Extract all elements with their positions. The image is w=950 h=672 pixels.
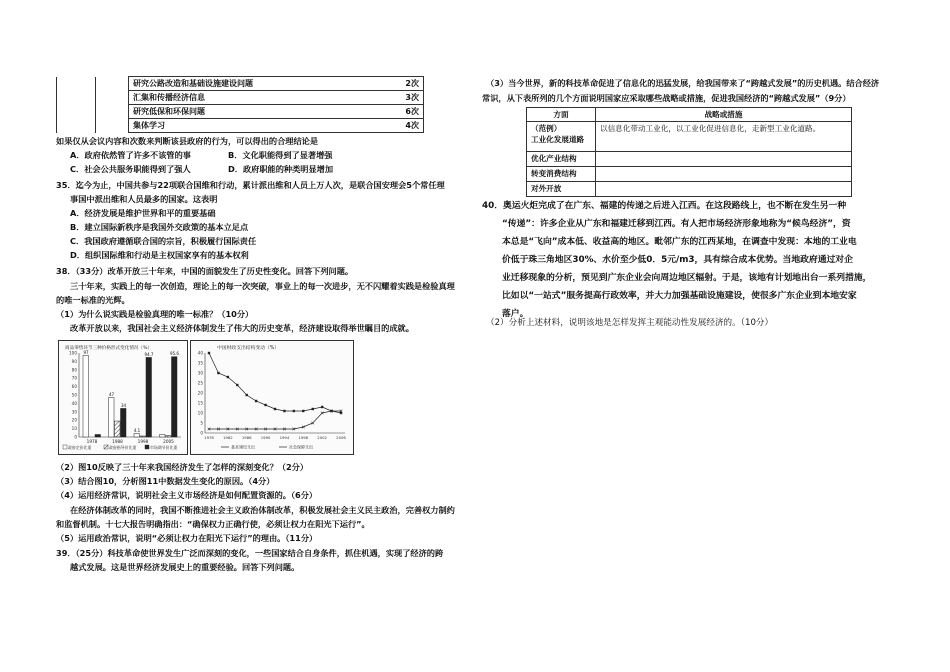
series-point-0 [246,394,248,396]
blank-cell [57,91,96,105]
meeting-table-row [57,77,424,91]
q35-option-c: C．我国政府遵循联合国的宗旨，积极履行国际责任 [70,236,257,246]
blank-cell [96,105,129,119]
q34-option-a: A．政府依然管了许多不该管的事 [70,150,191,160]
meeting-topic: 研究低保和环保问题 [129,105,338,119]
bar-y-tick-label: 80 [71,367,77,373]
meeting-topic: 研究公路改造和基础设施建设问题 [129,77,338,91]
line-x-tick-label: 2002 [317,435,327,440]
series-point-0 [208,352,210,354]
bar-chart-svg [59,341,187,454]
q40-line-1: 40．奥运火炬完成了在广东、福建的传递之后进入江西。在这段路线上，也不断在发生另一种 [482,201,847,211]
q34-option-b: B．文化职能得到了显著增强 [228,150,333,160]
bar-2-3 [172,357,178,437]
bar-0-3 [160,434,166,437]
bar-data-label: 95.6 [170,351,179,357]
row-measure-example: 以信息化带动工业化，以工业化促进信息化，走新型工业化道路。 [596,122,852,152]
line-x-tick-label: 1990 [260,435,271,440]
bar-chart-title: 商品零售环节三种价格形式变化情况（%） [65,346,153,351]
series-point-0 [283,410,285,412]
q40-line-2: “传递”：许多企业从广东和福建迁移到江西。有人把市场经济形象地称为“候鸟经济”，资 [502,219,851,229]
meeting-count: 3次 [337,91,424,105]
q38-para-2: 和监督机制。十七大报告明确指出：“确保权力正确行使，必须让权力在阳光下运行”。 [56,519,370,529]
q40-line-5: 业迁移现象的分析，预见到广东企业会向周边地区辐射。于是，该地有计划地出台一系列措施， [502,273,872,283]
bar-y-tick-label: 30 [71,409,77,415]
bar-0-1 [109,398,115,437]
bar-y-tick-label: 0 [74,434,77,440]
series-point-0 [274,408,276,410]
strategy-table [526,107,852,197]
figure-11-line-chart [190,340,354,455]
bar-legend-swatch [104,445,108,449]
q34-option-d: D．政府职能的种类明显增加 [228,164,334,174]
row-aspect-industry: 优化产业结构 [527,152,596,167]
bar-legend-swatch [63,445,67,449]
q38-sub4: （4）运用经济常识，说明社会主义市场经济是如何配置资源的。（6分） [56,490,318,500]
meeting-count: 2次 [337,77,424,91]
q40-line-7: 落户。 [502,309,529,319]
header-measure: 战略或措施 [596,108,852,122]
blank-cell [57,77,96,91]
bar-legend-label: 政府定价比重 [68,445,92,450]
series-point-0 [293,410,295,412]
q38-sub2: （2）图10反映了三十年来我国经济发生了怎样的深刻变化？（2分） [56,462,309,472]
q35-stem-1: 35．迄今为止，中国共参与22项联合国维和行动，累计派出维和人员上万人次，是联合国安理会5个常任理 [56,180,445,190]
q39-sub3-2: 常识，从下表所列的几个方面说明国家应采取哪些战略或措施，促进我国经济的“跨越式发展”（9分） [482,93,851,103]
bar-y-tick-label: 90 [71,358,77,364]
line-chart-svg [191,341,353,454]
blank-cell [57,105,96,119]
row-aspect-consumption: 转变消费结构 [527,167,596,182]
meeting-topic: 汇集和传播经济信息 [129,91,338,105]
bar-y-tick-label: 10 [71,426,77,432]
bar-y-tick-label: 100 [69,350,77,356]
row-aspect-example-name: 工业化发展道路 [531,135,585,144]
bar-1-2 [140,436,146,437]
line-x-tick-label: 2006 [336,435,346,440]
line-x-tick-label: 1978 [204,435,214,440]
series-line-0 [209,353,341,413]
q38-quote-1: 三十年来，实践上的每一次创造，理论上的每一次突破，事业上的每一次进步，无不闪耀着实践是检验真理 [70,281,455,291]
bar-y-tick-label: 40 [71,400,77,406]
bar-x-tick-label: 1978 [86,439,98,444]
line-legend-label: 基本建设支出 [231,444,255,450]
blank-cell [96,119,129,133]
series-point-0 [321,406,323,408]
bar-1-3 [166,436,172,437]
bar-0-0 [83,356,89,437]
answer-cell-opening[interactable] [596,182,852,197]
series-point-1 [311,422,314,425]
line-legend-label: 社会保障支出 [289,444,313,450]
line-y-tick-label: 5 [200,420,203,426]
series-point-0 [255,400,257,402]
q38-intro: 改革开放以来，我国社会主义经济体制发生了伟大的历史变革，经济建设取得举世瞩目的成就。 [70,323,414,333]
answer-cell-consumption[interactable] [596,167,852,182]
line-y-tick-label: 0 [200,430,203,436]
meeting-count: 4次 [337,119,424,133]
series-point-0 [217,372,219,374]
bar-legend-label: 政府指导价比重 [109,445,137,450]
blank-cell [96,77,129,91]
bar-y-tick-label: 70 [71,375,77,381]
line-y-tick-label: 40 [197,350,203,356]
meeting-table-row [57,105,424,119]
bar-2-0 [95,434,101,437]
bar-2-1 [121,408,127,437]
line-y-tick-label: 20 [197,390,203,396]
bar-x-tick-label: 2005 [163,439,174,444]
answer-cell-industry[interactable] [596,152,852,167]
bar-y-tick-label: 20 [71,417,77,423]
bar-x-tick-label: 1988 [112,439,123,444]
blank-cell [57,119,96,133]
bar-y-tick-label: 50 [71,392,77,398]
line-y-tick-label: 25 [197,380,203,386]
figure-10-bar-chart [58,340,188,455]
bar-data-label: 4.1 [133,428,141,434]
header-aspect: 方面 [527,108,596,122]
q35-option-d: D．组织国际维和行动是主权国家享有的基本权利 [70,250,249,260]
bar-legend-label: 市场调节价比重 [150,445,178,450]
series-point-0 [264,404,266,406]
q38-para-1: 在经济体制改革的同时，我国不断推进社会主义政治体制改革，积极发展社会主义民主政治，完善权力制约 [70,505,455,515]
line-chart-title: 中国财政支出结构变动（%） [217,346,280,351]
bar-1-1 [115,421,121,437]
series-point-0 [227,376,229,378]
q40-line-4: 价低于珠三角地区30%、水价至少低0．5元/m3，具有综合成本优势。当地政府通过对企 [502,255,853,265]
bar-data-label: 47 [108,392,115,398]
q39-stem-2: 越式发展。这是世界经济发展史上的重要经验。回答下列问题。 [70,562,300,572]
q38-quote-2: 的唯一标准的光辉。 [56,295,130,305]
meeting-count: 6次 [337,105,424,119]
q34-stem: 如果仅从会议内容和次数来判断该县政府的行为，可以得出的合理结论是 [56,136,319,146]
q39-stem-1: 39．（25分）科技革命使世界发生广泛而深刻的变化，一些国家结合自身条件，抓住机遇，实现了经济的跨 [56,548,444,558]
series-point-0 [302,410,304,412]
bar-data-label: 34 [120,402,127,408]
q38-title: 38．（33分）改革开放三十年来，中国的面貌发生了历史性变化。回答下列问题。 [56,266,354,276]
bar-2-2 [146,357,152,437]
bar-y-tick-label: 60 [71,384,77,390]
line-x-tick-label: 1986 [241,435,252,440]
bar-data-label: 97 [83,350,89,356]
series-point-0 [312,408,314,410]
line-y-tick-label: 30 [197,370,203,376]
q34-option-c: C．社会公共服务职能得到了强人 [70,164,191,174]
series-point-0 [236,384,238,386]
row-aspect-example-label: （范例） [531,124,562,133]
line-x-tick-label: 1982 [223,435,233,440]
bar-0-2 [134,434,140,437]
meeting-table-row [57,91,424,105]
q39-sub3-1: （3）当今世界，新的科技革命促进了信息化的迅猛发展，给我国带来了“跨越式发展”的历史机遇。结合经济 [486,78,880,88]
line-x-tick-label: 1994 [279,435,290,440]
q40-sub2: （2）分析上述材料，说明该地是怎样发挥主观能动性发展经济的。（10分） [486,318,774,328]
bar-data-label: 94.7 [144,351,154,357]
q38-sub3: （3）结合图10，分析图11中数据发生变化的原因。（4分） [56,476,275,486]
line-y-tick-label: 10 [197,410,203,416]
meeting-table-row [57,119,424,133]
meeting-topic: 集体学习 [129,119,338,133]
line-x-tick-label: 1998 [298,435,309,440]
bar-x-tick-label: 1998 [137,439,149,444]
q38-sub1: （1）为什么说实践是检验真理的唯一标准？（10分） [56,309,254,319]
q35-stem-2: 事国中派出维和人员最多的国家。这表明 [70,194,218,204]
q40-line-6: 比如以“一站式”服务提高行政效率，并大力加强基础设施建设，使很多广东企业到本地安家 [502,291,857,301]
row-aspect-opening: 对外开放 [527,182,596,197]
bar-legend-swatch [145,445,149,449]
row-aspect-example [527,122,596,152]
q35-option-b: B．建立国际新秩序是我国外交政策的基本立足点 [70,222,249,232]
meeting-table [56,76,424,133]
line-y-tick-label: 15 [197,400,203,406]
q40-line-3: 本总是“飞向”成本低、收益高的地区。毗邻广东的江西某地，在调查中发现：本地的工业电 [502,237,857,247]
line-y-tick-label: 35 [197,360,203,366]
q38-sub5: （5）运用政治常识，说明“必须让权力在阳光下运行”的理由。（11分） [56,533,318,543]
q35-option-a: A．经济发展是维护世界和平的重要基础 [70,208,216,218]
blank-cell [96,91,129,105]
